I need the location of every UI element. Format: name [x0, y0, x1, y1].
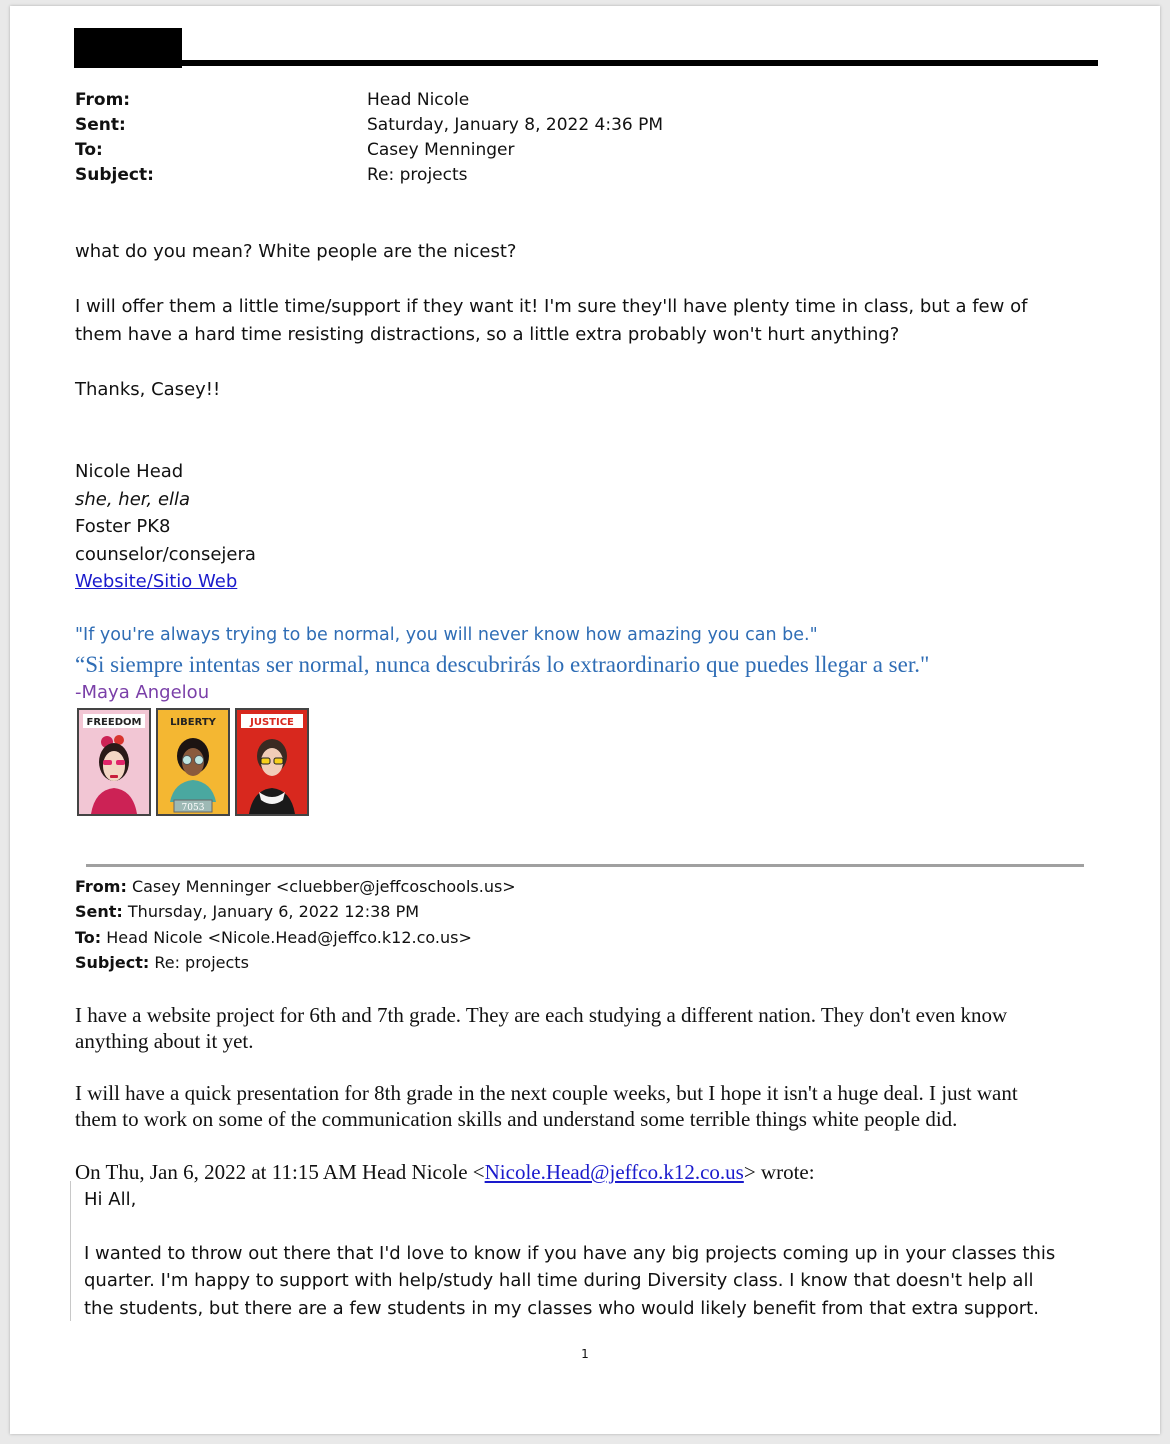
body-thanks: Thanks, Casey!!: [75, 379, 221, 400]
freedom-poster-image: [77, 708, 151, 816]
prev-from-row: [75, 874, 516, 900]
subject-label: Subject:: [75, 165, 154, 185]
quoted-line-2: quarter. I'm happy to support with help/study hall time during Diversity class. I know that doesn't help all: [84, 1270, 1034, 1291]
prev-to-row: [75, 925, 472, 951]
prev-to-value: Head Nicole <Nicole.Head@jeffco.k12.co.us>: [101, 928, 472, 947]
quoted-line-3: the students, but there are a few students in my classes who would likely benefit from that extra support.: [84, 1298, 1039, 1319]
signature-pronouns: she, her, ella: [75, 489, 191, 510]
prev-subject-label: Subject:: [75, 953, 150, 972]
liberty-poster-plate: 7053: [181, 803, 205, 813]
from-value: Head Nicole: [367, 90, 470, 110]
prev-sent-label: Sent:: [75, 902, 123, 921]
quote-spanish: “Si siempre intentas ser normal, nunca descubrirás lo extraordinario que puedes llegar a ser.": [75, 652, 930, 677]
body-para2-line1: I will offer them a little time/support if they want it! I'm sure they'll have plenty time in class, but a few of: [75, 296, 1028, 317]
sent-label: Sent:: [75, 115, 126, 135]
nicole-email-link[interactable]: Nicole.Head@jeffco.k12.co.us: [484, 1160, 744, 1184]
freedom-poster-label: FREEDOM: [86, 717, 142, 728]
website-link[interactable]: Website/Sitio Web: [75, 571, 238, 592]
on-wrote-suffix: > wrote:: [743, 1160, 815, 1184]
quote-english: "If you're always trying to be normal, you will never know how amazing you can be.": [75, 625, 818, 645]
prev-p1-line1: I have a website project for 6th and 7th grade. They are each studying a different nation. They don't even know: [75, 1003, 1008, 1027]
prev-from-value: Casey Menninger <cluebber@jeffcoschools.us>: [126, 877, 516, 896]
justice-poster-image: [235, 708, 309, 816]
to-value: Casey Menninger: [367, 140, 515, 160]
prev-subject-row: [75, 950, 249, 976]
signature-name: Nicole Head: [75, 461, 184, 482]
quoted-line-1: I wanted to throw out there that I'd love to know if you have any big projects coming up in your classes this: [84, 1243, 1056, 1264]
body-line-1: what do you mean? White people are the nicest?: [75, 241, 517, 262]
prev-from-label: From:: [75, 877, 127, 896]
quote-bar: [70, 1181, 71, 1321]
reply-separator: [86, 864, 1084, 867]
justice-poster-label: JUSTICE: [250, 717, 294, 728]
prev-p2-line2: them to work on some of the communication skills and understand some terrible things white people did.: [75, 1107, 958, 1131]
prev-sent-value: Thursday, January 6, 2022 12:38 PM: [122, 902, 420, 921]
signature-role: counselor/consejera: [75, 544, 256, 565]
prev-to-label: To:: [75, 928, 102, 947]
header-rule: [74, 60, 1098, 66]
on-wrote-prefix: On Thu, Jan 6, 2022 at 11:15 AM Head Nicole <: [75, 1160, 485, 1184]
prev-sent-row: [75, 899, 419, 925]
page-number: 1: [581, 1347, 589, 1361]
prev-subject-value: Re: projects: [149, 953, 249, 972]
from-label: From:: [75, 90, 131, 110]
quote-author: -Maya Angelou: [75, 682, 210, 703]
prev-on-wrote-line: [75, 1159, 815, 1185]
body-para2-line2: them have a hard time resisting distractions, so a little extra probably won't hurt anything?: [75, 324, 900, 345]
prev-p2-line1: I will have a quick presentation for 8th grade in the next couple weeks, but I hope it isn't a huge deal. I just want: [75, 1081, 1018, 1105]
to-label: To:: [75, 140, 103, 160]
quoted-greeting: Hi All,: [84, 1189, 137, 1210]
sent-value: Saturday, January 8, 2022 4:36 PM: [367, 115, 664, 135]
liberty-poster-label: LIBERTY: [170, 717, 216, 728]
signature-school: Foster PK8: [75, 516, 171, 537]
document-page: [10, 6, 1160, 1434]
subject-value: Re: projects: [367, 165, 468, 185]
liberty-poster-image: [156, 708, 230, 816]
prev-p1-line2: anything about it yet.: [75, 1029, 254, 1053]
